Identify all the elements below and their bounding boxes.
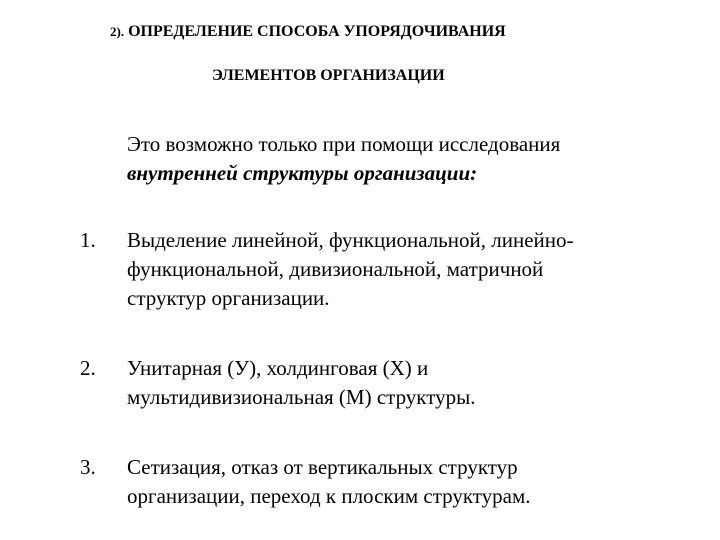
list-marker: 3. [80,455,96,479]
list-item-line: Унитарная (У), холдинговая (Х) и [127,356,429,380]
list-marker: 1. [80,228,96,252]
intro-text: Это возможно только при помощи исследования [127,132,561,156]
list-item-text [127,354,687,412]
list-item-line: Сетизация, отказ от вертикальных структур [127,455,518,479]
slide-title-line-1 [110,23,506,41]
title-text-line-1: ОПРЕДЕЛЕНИЕ СПОСОБА УПОРЯДОЧИВАНИЯ [128,23,506,40]
list-item-text [127,453,687,511]
list-item-text [127,226,687,313]
section-number: 2). [110,24,125,39]
list-item-line: функциональной, дивизиональной, матричной [127,257,544,281]
list-item-line: структур организации. [127,286,330,310]
intro-paragraph [127,130,687,188]
slide-title-line-2: ЭЛЕМЕНТОВ ОРГАНИЗАЦИИ [212,67,445,84]
intro-emphasis: внутренней структуры организации: [127,161,478,185]
list-item-line: мультидивизиональная (М) структуры. [127,385,476,409]
list-marker: 2. [80,356,96,380]
list-item-line: организации, переход к плоским структурам. [127,484,531,508]
list-item-line: Выделение линейной, функциональной, линейно- [127,228,574,252]
